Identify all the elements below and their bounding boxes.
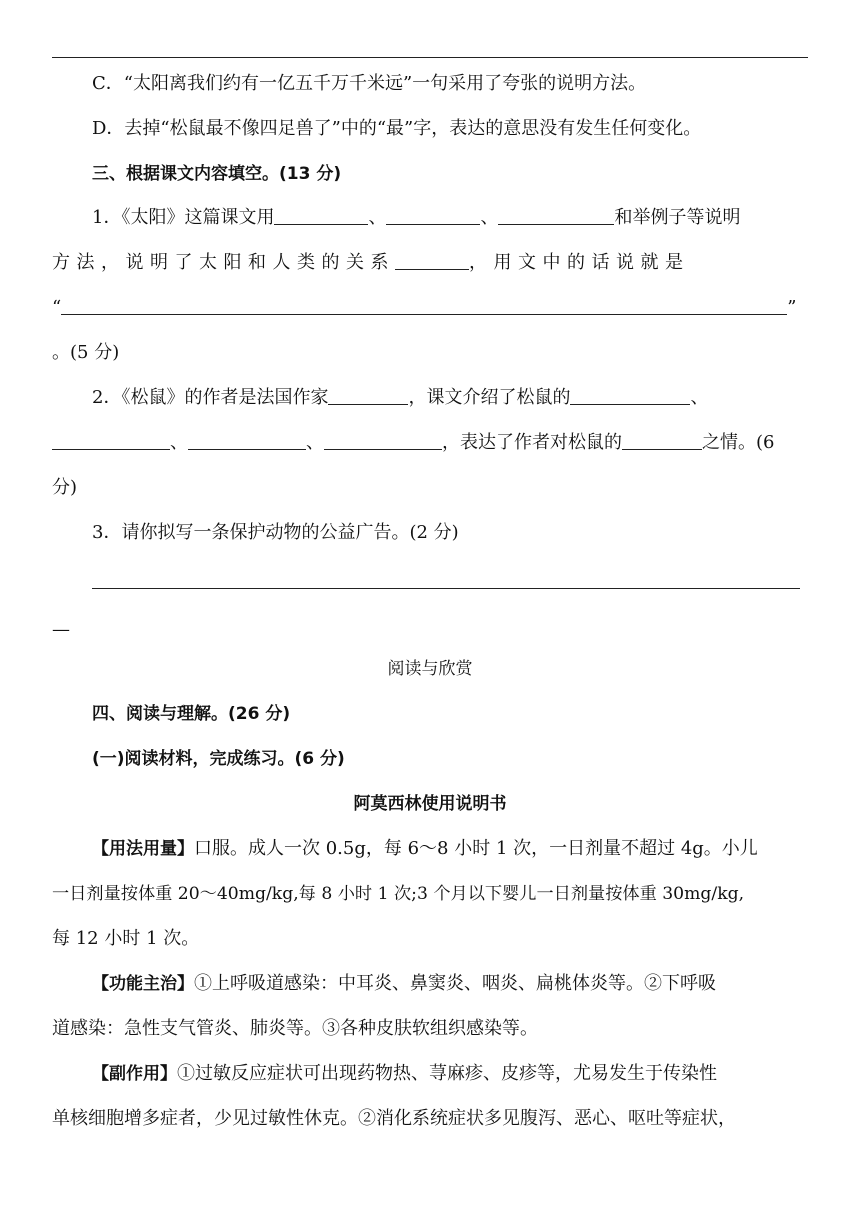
usage-line-3: 每 12 小时 1 次。 bbox=[52, 928, 200, 949]
q2-text-c: ，表达了作者对松鼠的 bbox=[442, 432, 622, 453]
q2-text-a: 2．《松鼠》的作者是法国作家 bbox=[92, 387, 329, 408]
q2-score-tail: 分) bbox=[52, 477, 78, 498]
usage-line-2: 一日剂量按体重 20～40mg/kg,每 8 小时 1 次;3 个月以下婴儿一日剂量按体重 30mg/kg, bbox=[52, 884, 745, 904]
q2-blank-2[interactable] bbox=[570, 386, 690, 405]
q2-sep-3: 、 bbox=[306, 432, 324, 453]
function-line-1 bbox=[92, 972, 808, 996]
question-1-line-2 bbox=[52, 251, 808, 275]
q1-sep-2: 、 bbox=[480, 207, 499, 228]
q2-blank-4[interactable] bbox=[188, 431, 306, 450]
subsection-1-heading: (一)阅读材料，完成练习。(6 分) bbox=[92, 749, 345, 769]
usage-line-1 bbox=[92, 837, 808, 861]
reading-section-title: 阅读与欣赏 bbox=[387, 659, 473, 679]
q1-text-b: 和举例子等说明 bbox=[614, 207, 741, 228]
q2-sep-1: 、 bbox=[690, 387, 709, 408]
q1-text-c: 方法，说明了太阳和人类的关系 bbox=[52, 252, 395, 273]
function-line-2: 道感染：急性支气管炎、肺炎等。③各种皮肤软组织感染等。 bbox=[52, 1018, 538, 1039]
usage-text-1: 口服。成人一次 0.5g，每 6～8 小时 1 次，一日剂量不超过 4g。小儿 bbox=[194, 838, 758, 859]
q1-sep-1: 、 bbox=[368, 207, 387, 228]
q1-text-d: ，用文中的话说就是 bbox=[469, 252, 690, 273]
q1-open-quote: “ bbox=[52, 297, 62, 318]
q1-blank-3[interactable] bbox=[498, 206, 614, 225]
option-d: D．去掉“松鼠最不像四足兽了”中的“最”字，表达的意思没有发生任何变化。 bbox=[92, 118, 702, 139]
q2-blank-5[interactable] bbox=[324, 431, 442, 450]
q2-text-d: 之情。(6 bbox=[702, 432, 775, 453]
question-1-line-1 bbox=[92, 206, 808, 230]
q2-blank-3[interactable] bbox=[52, 431, 170, 450]
option-c: C．“太阳离我们约有一亿五千万千米远”一句采用了夸张的说明方法。 bbox=[92, 73, 647, 94]
q3-answer-line[interactable] bbox=[92, 588, 800, 589]
q1-blank-4[interactable] bbox=[395, 251, 469, 270]
question-3: 3．请你拟写一条保护动物的公益广告。(2 分) bbox=[92, 522, 459, 543]
function-label: 【功能主治】 bbox=[92, 974, 194, 994]
q1-blank-1[interactable] bbox=[274, 206, 368, 225]
article-title: 阿莫西林使用说明书 bbox=[353, 794, 507, 814]
question-1-line-3 bbox=[52, 296, 808, 320]
usage-label: 【用法用量】 bbox=[92, 839, 194, 859]
function-text-1: ①上呼吸道感染：中耳炎、鼻窦炎、咽炎、扁桃体炎等。②下呼吸 bbox=[194, 973, 716, 994]
question-2-line-2 bbox=[52, 431, 808, 455]
q1-blank-2[interactable] bbox=[386, 206, 480, 225]
q2-sep-2: 、 bbox=[170, 432, 188, 453]
q3-answer-tail: — bbox=[52, 619, 70, 640]
q1-close-quote: ” bbox=[787, 297, 797, 318]
side-effect-line-2: 单核细胞增多症者，少见过敏性休克。②消化系统症状多见腹泻、恶心、呕吐等症状， bbox=[52, 1108, 736, 1129]
q1-score: 。(5 分) bbox=[52, 342, 120, 363]
question-2-line-1 bbox=[92, 386, 808, 410]
q2-blank-1[interactable] bbox=[328, 386, 408, 405]
section-3-heading: 三、根据课文内容填空。(13 分) bbox=[92, 164, 342, 184]
header-rule bbox=[52, 57, 808, 58]
side-effect-label: 【副作用】 bbox=[92, 1064, 177, 1084]
q2-blank-6[interactable] bbox=[622, 431, 702, 450]
q1-text-a: 1．《太阳》这篇课文用 bbox=[92, 207, 275, 228]
q2-text-b: ，课文介绍了松鼠的 bbox=[408, 387, 571, 408]
side-effect-text-1: ①过敏反应症状可出现药物热、荨麻疹、皮疹等，尤易发生于传染性 bbox=[177, 1063, 717, 1084]
section-4-heading: 四、阅读与理解。(26 分) bbox=[92, 704, 291, 724]
side-effect-line-1 bbox=[92, 1062, 808, 1086]
q1-blank-quote[interactable] bbox=[61, 296, 787, 315]
